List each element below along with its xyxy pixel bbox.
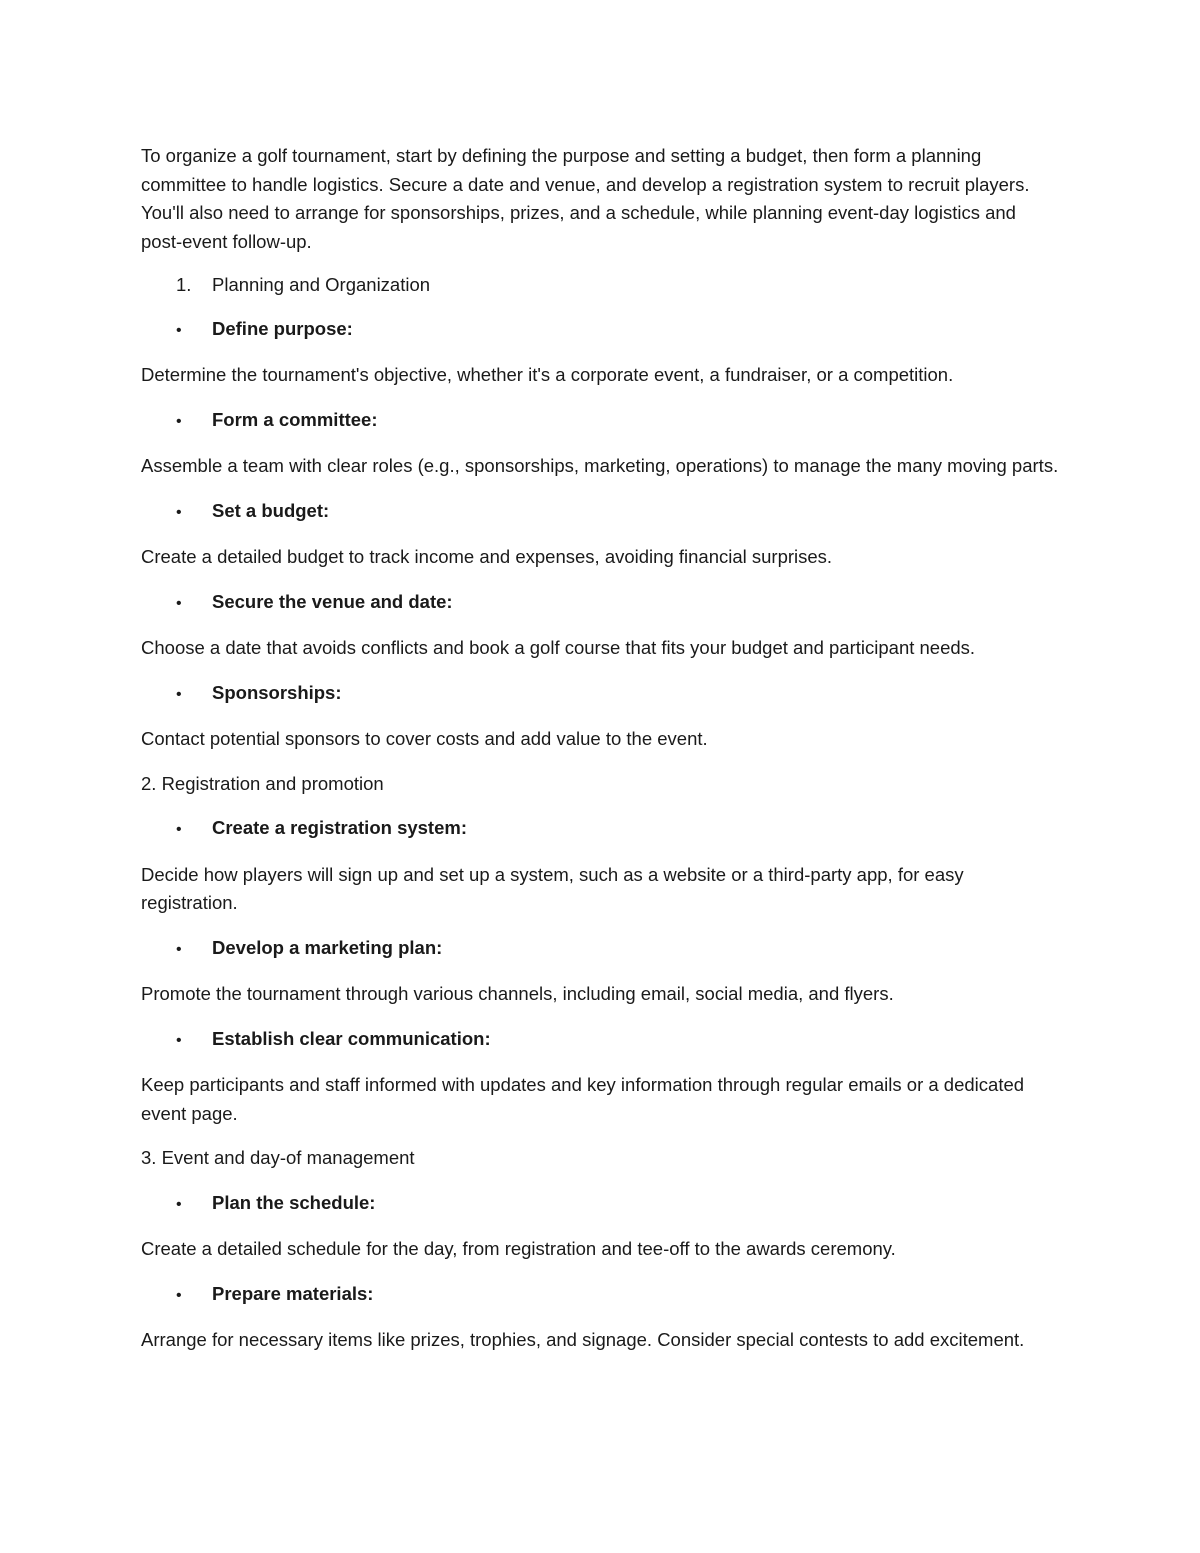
bullet-description: Keep participants and staff informed with updates and key information through regular emails or a dedicated event page. xyxy=(141,1074,1025,1124)
bullet-label: Plan the schedule: xyxy=(212,1191,376,1213)
bullet-icon: • xyxy=(176,503,182,521)
bullet-label: Create a registration system: xyxy=(212,817,467,838)
bullet-item xyxy=(141,315,1061,346)
bullet-item xyxy=(141,1280,1061,1311)
bullet-item xyxy=(141,1189,1061,1220)
bullet-item xyxy=(141,497,1061,528)
bullet-item xyxy=(141,588,1061,619)
bullet-label: Secure the venue and date: xyxy=(212,590,453,612)
bullet-label: Develop a marketing plan: xyxy=(212,936,443,958)
section-1-number: 1. xyxy=(176,274,192,295)
bullet-description: Assemble a team with clear roles (e.g., sponsorships, marketing, operations) to manage the many moving parts. xyxy=(141,455,1059,476)
bullet-item xyxy=(141,1025,1061,1056)
bullet-description: Promote the tournament through various channels, including email, social media, and flyers. xyxy=(141,983,894,1004)
bullet-icon: • xyxy=(176,940,182,958)
bullet-icon: • xyxy=(176,1286,182,1304)
bullet-icon: • xyxy=(176,821,182,838)
bullet-item xyxy=(141,934,1061,965)
bullet-icon: • xyxy=(176,321,182,339)
bullet-label: Sponsorships: xyxy=(212,681,342,703)
bullet-description: Choose a date that avoids conflicts and book a golf course that fits your budget and participant needs. xyxy=(141,637,976,658)
bullet-icon: • xyxy=(176,685,182,703)
bullet-description: Contact potential sponsors to cover costs and add value to the event. xyxy=(141,728,708,749)
bullet-description: Create a detailed schedule for the day, from registration and tee-off to the awards ceremony. xyxy=(141,1238,896,1259)
bullet-label: Set a budget: xyxy=(212,499,330,521)
bullet-item xyxy=(141,679,1061,710)
document-body xyxy=(141,142,1061,1371)
section-3-heading: 3. Event and day-of management xyxy=(141,1147,415,1168)
bullet-label: Establish clear communication: xyxy=(212,1027,491,1049)
bullet-item xyxy=(141,406,1061,437)
bullet-description: Arrange for necessary items like prizes, trophies, and signage. Consider special contests to add excitement. xyxy=(141,1329,1025,1350)
bullet-icon: • xyxy=(176,1031,182,1049)
intro-paragraph: To organize a golf tournament, start by defining the purpose and setting a budget, then form a planning committee to handle logistics. Secure a date and venue, and develop a registration system to recruit players. You'll also need to arrange for sponsorships, prizes, and a schedule, while planning event-day logistics and post-event follow-up. xyxy=(141,145,1030,252)
bullet-description: Decide how players will sign up and set up a system, such as a website or a third-party app, for easy registration. xyxy=(141,863,964,913)
bullet-description: Create a detailed budget to track income and expenses, avoiding financial surprises. xyxy=(141,546,833,567)
bullet-icon: • xyxy=(176,412,182,430)
bullet-label: Form a committee: xyxy=(212,408,378,430)
section-1-title: Planning and Organization xyxy=(212,274,431,295)
section-2-heading: 2. Registration and promotion xyxy=(141,772,384,794)
bullet-item xyxy=(141,814,1061,845)
bullet-label: Prepare materials: xyxy=(212,1282,374,1304)
bullet-label: Define purpose: xyxy=(212,317,353,339)
bullet-icon: • xyxy=(176,594,182,612)
bullet-icon: • xyxy=(176,1195,182,1213)
bullet-description: Determine the tournament's objective, whether it's a corporate event, a fundraiser, or a competition. xyxy=(141,364,954,385)
section-1-heading xyxy=(141,271,1061,300)
